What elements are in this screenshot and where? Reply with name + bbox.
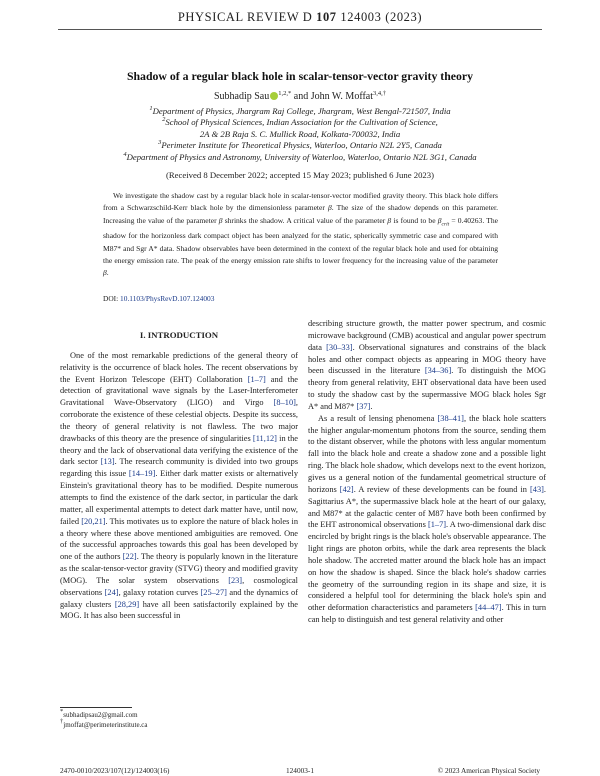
- citation-link[interactable]: [34–36]: [424, 366, 452, 376]
- citation-link[interactable]: [11,12]: [252, 433, 277, 443]
- text-run: and the dynamics of galaxy clusters: [60, 587, 298, 609]
- text-run: . This in turn can help to distinguish and test general relativity and other: [308, 603, 546, 625]
- citation-link[interactable]: [22]: [122, 552, 137, 562]
- body-paragraph: [60, 350, 298, 622]
- footnote-rule: [60, 707, 132, 708]
- citation-link[interactable]: [1–7]: [247, 374, 266, 384]
- doi-line: [103, 294, 214, 303]
- citation-link[interactable]: [38–41]: [437, 413, 464, 423]
- citation-link[interactable]: [20,21]: [81, 516, 106, 526]
- citation-link[interactable]: [44–47]: [475, 603, 502, 613]
- text-run: . Either dark matter exists or alternatively Einstein's gravitational theory has to be modified. Despite numerous attempts to find the existence of the dark sector, in particular the dark matter, all experimental attempts to detect dark matter have, until now, failed: [60, 469, 298, 526]
- citation-link[interactable]: [28,29]: [114, 599, 140, 609]
- footnote: *subhadipsau2@gmail.com: [60, 708, 138, 719]
- text-run: . A two-dimensional dark disc encircled by bright rings is the black hole's observable appearance. The light rings are photon orbits, while the dark area represents the black hole shadow. The accreted matter around the black hole has an impact on how the shadow is shaped. Since the black hole's shadow carries the geometry of the surrounding region in its shape and size, it is considered a helpful tool for determining the black hole's spin and other deformation characteristics and parameters: [308, 520, 546, 613]
- copyright: © 2023 American Physical Society: [437, 766, 540, 775]
- text-run: . Sagittarius A*, the supermassive black hole at the heart of our galaxy, and M87* at the galactic center of M87 have both been confirmed by the EHT astronomical observations: [308, 484, 546, 530]
- text-run: in the theory and the lack of observational data verifying the existence of the dark sector: [60, 433, 298, 467]
- affiliation-line: $^3$Perimeter Institute for Theoretical Physics, Waterloo, Ontario N2L 2Y5, Canada: [158, 139, 442, 151]
- citation-link[interactable]: [37]: [356, 401, 371, 411]
- citation-link[interactable]: [25–27]: [200, 587, 227, 597]
- affiliation-line: $^2$School of Physical Sciences, Indian Association for the Cultivation of Science,: [162, 116, 438, 128]
- citation-link[interactable]: [14–19]: [128, 469, 156, 479]
- body-paragraph: [308, 318, 546, 413]
- affiliations: [40, 106, 560, 163]
- abstract: We investigate the shadow cast by a regular black hole in scalar-tensor-vector modified gravity theory. This black hole differs from a Schwarzschild-Kerr black hole by the dimensionless parameter β. The size of the shadow depends on this parameter. Increasing the value of the parameter β shrinks the shadow. A critical value of the parameter β is found to be $\beta_{crit} = 0.40263$. The shadow for the horizonless dark compact object has been analyzed for the static, spherically symmetric case and compared with M87* and Sgr A* data. Shadow observables have been determined in the context of the regular black hole and used for obtaining the energy emission rate. The peak of the energy emission rate shifts to lower frequency for the increasing value of the parameter β.: [103, 191, 498, 278]
- citation-link[interactable]: [43]: [530, 484, 544, 494]
- text-run: . Observational signatures and constrains of the black holes and other compact objects as appearing in MOG theory have been discussed in the literature: [308, 342, 547, 376]
- author-name[interactable]: Subhadip Sau: [213, 91, 270, 102]
- text-run: .: [370, 401, 373, 411]
- affiliation-line: $^1$Department of Physics, Jhargram Raj College, Jhargram, West Bengal-721507, India: [149, 105, 451, 116]
- citation-link[interactable]: [13]: [100, 457, 115, 467]
- footnote: †jmoffat@perimeterinstitute.ca: [60, 718, 148, 729]
- right-column: [308, 318, 546, 626]
- email-link[interactable]: subhadipsau2@gmail.com: [63, 711, 138, 719]
- author-line: [40, 91, 560, 102]
- author-affiliation-marker: 1,2,*: [278, 90, 292, 97]
- author-affiliation-marker: 3,4,†: [373, 90, 387, 97]
- affiliation-line: 2A & 2B Raja S. C. Mullick Road, Kolkata-700032, India: [199, 128, 401, 139]
- header-rule: [58, 29, 542, 30]
- issn-line: 2470-0010/2023/107(12)/124003(16): [60, 766, 170, 775]
- journal-name: PHYSICAL REVIEW D: [177, 10, 313, 24]
- citation-link[interactable]: [42]: [339, 484, 354, 494]
- text-run: One of the most remarkable predictions of the general theory of relativity is the occurrence of black holes. The recent observations by the Event Horizon Telescope (EHT) Collaboration: [60, 350, 298, 384]
- text-run: . To distinguish the MOG theory from general relativity, EHT observational data have been used to study the shadow cast by the supermassive MOG black holes Sgr A* and M87*: [308, 366, 546, 411]
- text-run: and the detection of gravitational wave signals by the Laser-Interferometer Gravitational Wave-Observatory (LIGO) and Virgo: [60, 374, 298, 408]
- paper-title: Shadow of a regular black hole in scalar-tensor-vector gravity theory: [126, 69, 474, 83]
- doi-link[interactable]: 10.1103/PhysRevD.107.124003: [120, 294, 215, 303]
- citation-link[interactable]: [23]: [228, 575, 243, 585]
- text-run: . The research community is divided into two groups regarding this issue: [60, 457, 298, 479]
- citation-link[interactable]: [24]: [104, 587, 119, 597]
- footnotes: [60, 710, 148, 730]
- journal-volume: 107: [316, 10, 337, 24]
- text-run: . This motivates us to explore the nature of black holes in a theory where these above mentioned ambiguities are removed. One of the successful approaches towards this goal has been developed by one of the authors: [60, 516, 298, 562]
- page-number: 124003-1: [286, 766, 314, 775]
- author-connector: and: [291, 91, 311, 102]
- affiliation-line: $^4$Department of Physics and Astronomy, University of Waterloo, Waterloo, Ontario N2L 3G1, Canada: [123, 150, 477, 162]
- text-run: As a result of lensing phenomena: [318, 413, 438, 423]
- text-run: have all been satisfactorily explained by the MOG. It has also been successful in: [60, 599, 298, 621]
- email-link[interactable]: jmoffat@perimeterinstitute.ca: [63, 721, 148, 729]
- text-run: describing structure growth, the matter power spectrum, and cosmic microwave background (CMB) acoustical and angular power spectrum data: [308, 319, 546, 352]
- text-run: , the black hole scatters the higher angular-momentum photons from the source, sending them to the distant observer, while the photons with less angular momentum fall into the black hole and create a shadow zone and a possible light ring. The black hole shadow, which develops next to the event horizon, gives us a general notion of the fundamental geometrical structure of horizons: [308, 413, 546, 494]
- author-name[interactable]: John W. Moffat: [310, 91, 374, 102]
- left-column: [60, 318, 298, 622]
- doi-label: DOI:: [103, 294, 121, 303]
- citation-link[interactable]: [1–7]: [427, 520, 447, 530]
- text-run: , galaxy rotation curves: [118, 587, 201, 597]
- text-run: , corroborate the existence of these celestial objects. Despite its success, the theory of general relativity is not flawless. The two major drawbacks of this theory are the presence of singularities: [60, 398, 298, 443]
- text-run: , cosmological observations: [60, 575, 299, 597]
- section-heading: I. INTRODUCTION: [139, 330, 219, 340]
- citation-link[interactable]: [8–10]: [273, 398, 296, 408]
- article-number: 124003 (2023): [340, 10, 423, 24]
- publication-dates: (Received 8 December 2022; accepted 15 May 2023; published 6 June 2023): [165, 170, 435, 180]
- text-run: . A review of these developments can be found in: [353, 484, 530, 494]
- text-run: . The theory is popularly known in the literature as the scalar-tensor-vector gravity (STVG) theory and modified gravity (MOG). The solar system observations: [60, 552, 298, 585]
- citation-link[interactable]: [30–33]: [326, 342, 353, 352]
- journal-header: [0, 10, 600, 25]
- body-paragraph: [308, 413, 546, 626]
